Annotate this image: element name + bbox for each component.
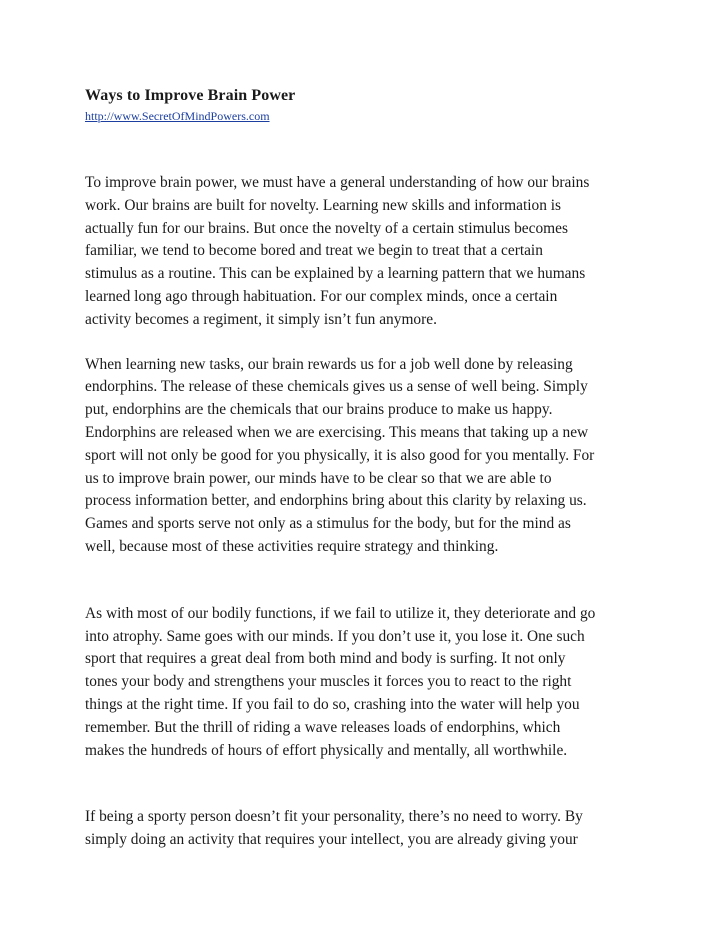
paragraph-line: things at the right time. If you fail to do so, crashing into the water will help you: [85, 695, 580, 713]
paragraph-line: us to improve brain power, our minds have to be clear so that we are able to: [85, 469, 552, 487]
paragraph-line: stimulus as a routine. This can be explained by a learning pattern that we humans: [85, 265, 586, 283]
paragraph-line: As with most of our bodily functions, if we fail to utilize it, they deteriorate and go: [85, 604, 596, 622]
document-page: [85, 86, 655, 852]
document-title: Ways to Improve Brain Power: [85, 87, 296, 104]
paragraph-line: sport that requires a great deal from both mind and body is surfing. It not only: [85, 650, 566, 668]
paragraph-line: Games and sports serve not only as a stimulus for the body, but for the mind as: [85, 515, 571, 533]
paragraph-line: well, because most of these activities require strategy and thinking.: [85, 537, 499, 555]
website-link[interactable]: http://www.SecretOfMindPowers.com: [85, 109, 270, 123]
paragraph-line: Endorphins are released when we are exercising. This means that taking up a new: [85, 423, 589, 441]
paragraph-line: actually fun for our brains. But once the novelty of a certain stimulus becomes: [85, 219, 568, 237]
paragraph-line: sport will not only be good for you physically, it is also good for you mentally. For: [85, 446, 595, 464]
paragraph-3: [85, 603, 655, 763]
paragraph-line: activity becomes a regiment, it simply isn’t fun anymore.: [85, 310, 437, 328]
paragraph-line: into atrophy. Same goes with our minds. If you don’t use it, you lose it. One such: [85, 627, 585, 645]
paragraph-line: To improve brain power, we must have a general understanding of how our brains: [85, 174, 590, 191]
paragraph-line: put, endorphins are the chemicals that our brains produce to make us happy.: [85, 401, 553, 419]
paragraph-line: If being a sporty person doesn’t fit your personality, there’s no need to worry. By: [85, 808, 583, 826]
paragraph-line: When learning new tasks, our brain rewards us for a job well done by releasing: [85, 355, 573, 373]
paragraph-line: tones your body and strengthens your muscles it forces you to react to the right: [85, 673, 572, 691]
paragraph-line: familiar, we tend to become bored and treat we begin to treat that a certain: [85, 242, 543, 260]
paragraph-line: work. Our brains are built for novelty. Learning new skills and information is: [85, 196, 562, 214]
paragraph-line: endorphins. The release of these chemicals gives us a sense of well being. Simply: [85, 378, 588, 396]
paragraph-line: remember. But the thrill of riding a wave releases loads of endorphins, which: [85, 718, 561, 736]
paragraph-1: [85, 172, 655, 332]
paragraph-line: learned long ago through habituation. For our complex minds, once a certain: [85, 287, 558, 305]
paragraph-line: makes the hundreds of hours of effort physically and mentally, all worthwhile.: [85, 741, 568, 759]
paragraph-line: simply doing an activity that requires your intellect, you are already giving your: [85, 831, 578, 849]
paragraph-4: [85, 806, 655, 852]
paragraph-line: process information better, and endorphins bring about this clarity by relaxing us.: [85, 492, 587, 510]
paragraph-2: [85, 354, 655, 559]
